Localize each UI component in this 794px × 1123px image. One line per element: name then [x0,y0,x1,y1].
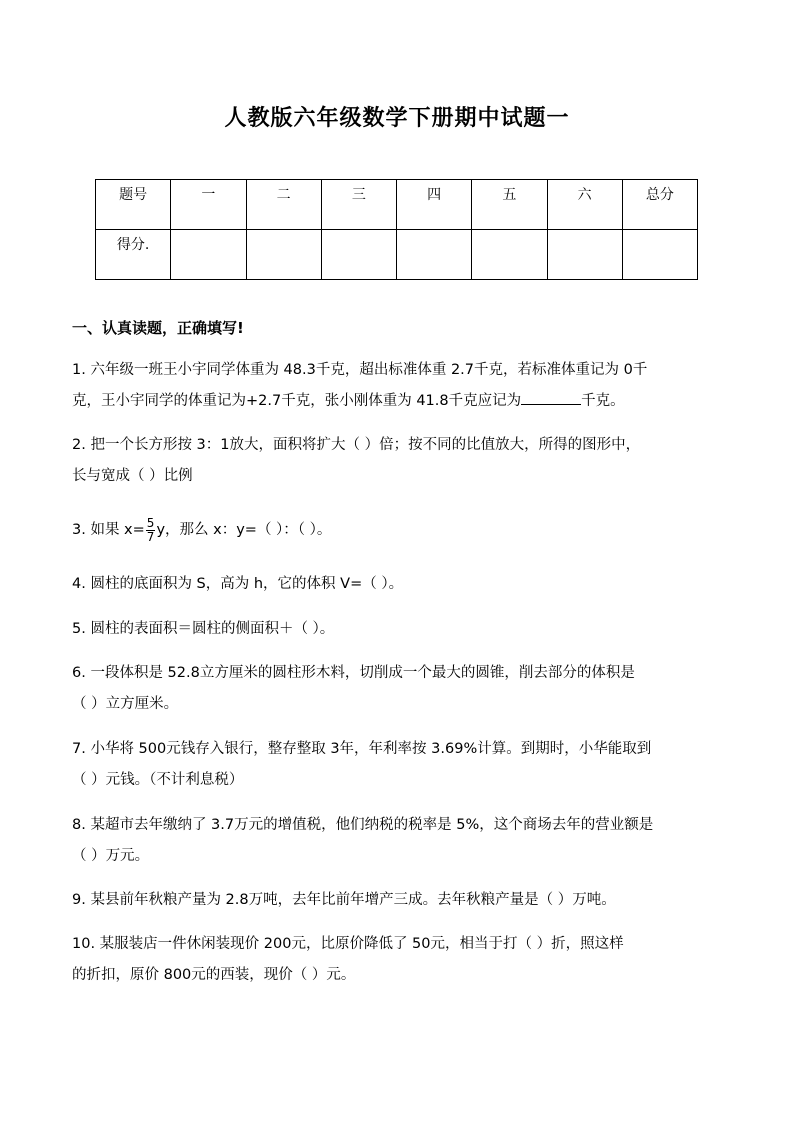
question-10 [72,929,732,991]
question-1-line-1: 1. 六年级一班王小宇同学体重为 48.3千克，超出标准体重 2.7千克，若标准体重记为 0千 [72,362,648,378]
fraction-denominator: 7 [146,529,155,544]
question-2-line-2: 长与宽成（ ）比例 [72,468,193,484]
score-table [95,179,698,280]
question-8-line-1: 8. 某超市去年缴纳了 3.7万元的增值税，他们纳税的税率是 5%，这个商场去年的营业额是 [72,817,654,833]
score-header-cell: 总分 [622,180,697,230]
question-6-line-1: 6. 一段体积是 52.8立方厘米的圆柱形木料，切削成一个最大的圆锥，削去部分的体积是 [72,665,635,681]
question-1-text-b: 千克。 [581,393,625,409]
score-cell[interactable] [246,230,321,280]
score-header-cell: 六 [547,180,622,230]
score-header-cell: 题号 [96,180,171,230]
question-1-text-a: 克，王小宇同学的体重记为+2.7千克，张小刚体重为 41.8千克应记为 [72,393,522,409]
fraction-5-7 [146,517,156,544]
score-header-cell: 四 [397,180,472,230]
score-table-header-row [96,180,698,230]
section-heading: 一、认真读题，正确填写! [72,319,244,337]
question-8 [72,810,732,872]
question-7-line-2: （ ）元钱。（不计利息税） [72,772,244,788]
score-cell[interactable] [472,230,547,280]
page-title: 人教版六年级数学下册期中试题一 [224,106,570,131]
question-8-line-2: （ ）万元。 [72,848,150,864]
score-table-score-row [96,230,698,280]
question-7 [72,734,732,796]
score-header-cell: 五 [472,180,547,230]
score-header-cell: 二 [246,180,321,230]
question-2-line-1: 2. 把一个长方形按 3：1放大，面积将扩大（ ）倍；按不同的比值放大，所得的图形中， [72,437,641,453]
score-cell[interactable] [321,230,396,280]
fraction-numerator: 5 [146,515,155,530]
question-3-text-a: 3. 如果 x= [72,522,145,538]
question-7-line-1: 7. 小华将 500元钱存入银行，整存整取 3年，年利率按 3.69%计算。到期时，小华能取到 [72,741,652,757]
question-6-line-2: （ ）立方厘米。 [72,696,179,712]
question-1-line-2 [72,386,732,417]
question-9: 9. 某县前年秋粮产量为 2.8万吨，去年比前年增产三成。去年秋粮产量是（ ）万吨。 [72,892,616,908]
score-cell[interactable] [397,230,472,280]
question-10-line-2: 的折扣，原价 800元的西装，现价（ ）元。 [72,967,356,983]
answer-blank[interactable] [521,390,581,405]
question-3-text-b: y，那么 x：y=（ ）：（ ）。 [156,522,332,538]
question-5: 5. 圆柱的表面积＝圆柱的侧面积＋（ ）。 [72,621,335,637]
score-header-cell: 三 [321,180,396,230]
question-4: 4. 圆柱的底面积为 S，高为 h，它的体积 V=（ ）。 [72,576,404,592]
score-cell[interactable] [547,230,622,280]
question-6 [72,658,732,720]
score-row-label: 得分. [96,230,171,280]
question-1 [72,355,732,417]
score-header-cell: 一 [171,180,246,230]
score-cell[interactable] [622,230,697,280]
score-cell[interactable] [171,230,246,280]
question-3 [72,515,732,546]
question-2 [72,430,732,492]
question-10-line-1: 10. 某服装店一件休闲装现价 200元，比原价降低了 50元，相当于打（ ）折，照这样 [72,936,624,952]
